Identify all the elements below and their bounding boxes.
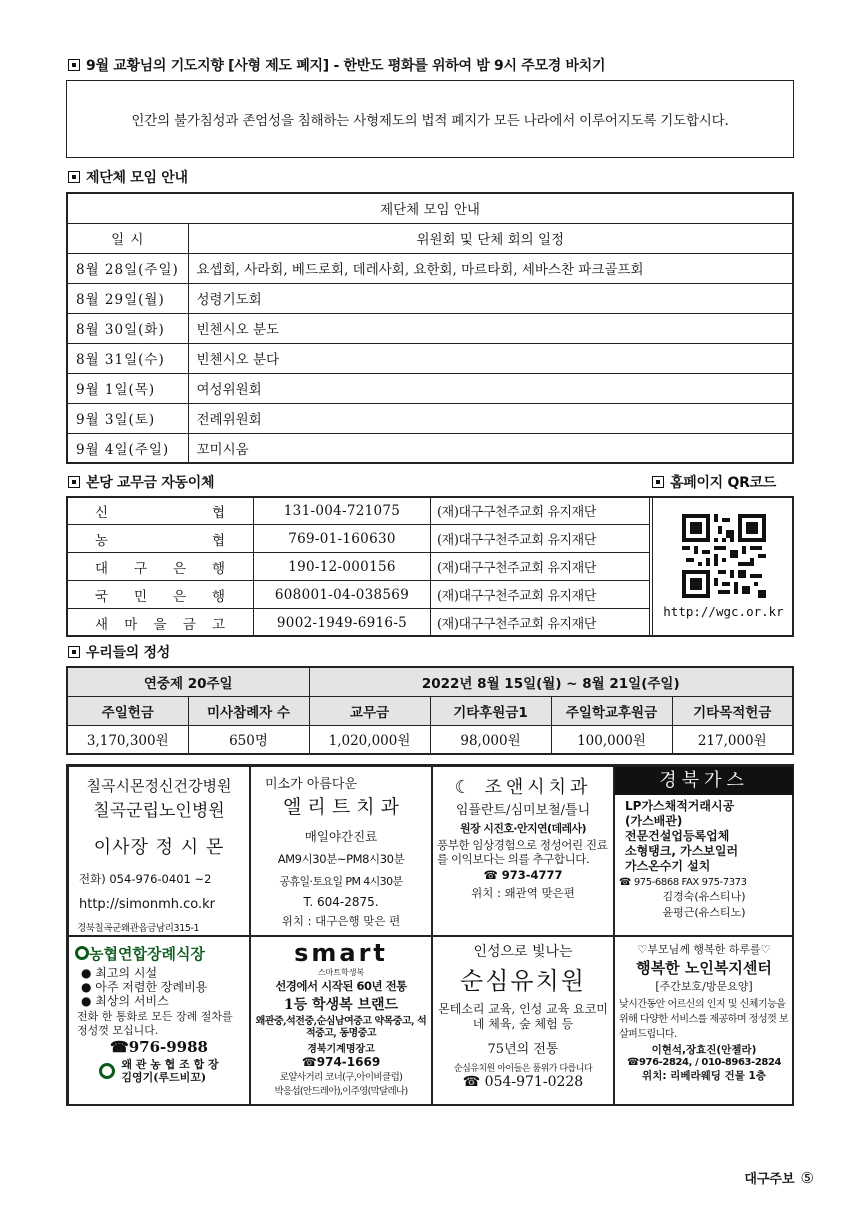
intention-heading: 9월 교황님의 기도지향 [사형 제도 폐지] - 한반도 평화를 위하여 밤 9시 주모경 바치기	[68, 55, 605, 75]
ad-phone: ☎976-9988	[110, 1038, 208, 1056]
ad-hours: 공휴일·토요일 PM 4시30분	[279, 875, 403, 888]
ad-phone: ☎ 973-4777	[483, 868, 563, 882]
ad-sunsim-kindergarten	[432, 936, 614, 1106]
meeting-date: 9월 1일(목)	[67, 373, 188, 403]
meetings-caption: 제단체 모임 안내	[67, 193, 793, 223]
square-bullet-icon	[68, 59, 80, 71]
bank-name: 국 민 은 행	[67, 581, 254, 609]
ad-line: 1등 학생복 브랜드	[283, 997, 399, 1013]
ad-phone: ☎ 975-6868 FAX 975-7373	[619, 877, 747, 888]
ad-joan-dental	[432, 766, 614, 936]
ad-description: 전화 한 통화로 모든 장례 절차를 정성껏 모십니다.	[77, 1010, 233, 1037]
table-row	[67, 313, 793, 343]
ad-description: 풍부한 임상경험으로 정성어린 진료를 이익보다는 의를 추구합니다.	[437, 838, 608, 866]
ad-title: 순심유치원	[460, 967, 586, 995]
ad-url[interactable]: http://simonmh.co.kr	[79, 897, 215, 912]
meeting-text: 빈첸시오 분도	[188, 313, 793, 343]
ad-title: 칠곡군립노인병원	[93, 801, 225, 821]
table-row	[67, 581, 650, 609]
offering-header-row	[67, 696, 793, 725]
ad-title: 행복한 노인복지센터	[636, 959, 772, 977]
column-header: 기타목적헌금	[672, 696, 793, 725]
nh-logo-icon	[75, 946, 89, 960]
bank-heading: 본당 교무금 자동이체	[68, 472, 214, 492]
offering-value: 98,000원	[430, 725, 551, 754]
ads-grid	[66, 764, 794, 1106]
table-row	[67, 433, 793, 463]
offering-period: 2022년 8월 15일(월) ~ 8월 21일(주일)	[309, 667, 793, 696]
ad-line: ● 아주 저렴한 장례비용	[81, 980, 208, 994]
bank-account: 9002-1949-6916-5	[254, 609, 431, 637]
offering-value: 3,170,300원	[67, 725, 188, 754]
bank-name: 신 협	[67, 497, 254, 525]
square-bullet-icon	[652, 476, 664, 488]
meetings-col-schedule: 위원회 및 단체 회의 일정	[188, 223, 793, 253]
bank-account: 190-12-000156	[254, 553, 431, 581]
square-bullet-icon	[68, 646, 80, 658]
ad-phone: 전화) 054-976-0401 ~2	[79, 872, 212, 886]
nh-logo-icon	[99, 1063, 115, 1079]
meeting-date: 8월 28일(주일)	[67, 253, 188, 283]
tooth-icon: ☾	[454, 777, 475, 798]
bank-owner: (재)대구구천주교회 유지재단	[431, 525, 650, 553]
page-number: ⑤	[800, 1168, 814, 1187]
bank-name: 농 협	[67, 525, 254, 553]
meetings-heading: 제단체 모임 안내	[68, 167, 188, 187]
ad-title: 엘 리 트 치 과	[283, 796, 399, 818]
ad-phone: ☎976-2824, / 010-8963-2824	[626, 1057, 782, 1068]
ad-phone: ☎ 054-971-0228	[462, 1074, 584, 1090]
ad-senior-center	[614, 936, 794, 1106]
column-header: 교무금	[309, 696, 430, 725]
bank-owner: (재)대구구천주교회 유지재단	[431, 609, 650, 637]
offering-value: 650명	[188, 725, 309, 754]
ad-description: 낮시간동안 어르신의 인지 및 신체기능을 위해 다양한 서비스를 제공하며 정성껏 보살펴드립니다.	[619, 999, 789, 1040]
bank-owner: (재)대구구천주교회 유지재단	[431, 581, 650, 609]
offering-table	[66, 666, 794, 755]
ad-doctors: 원장 시진호·안지연(데레사)	[460, 822, 586, 835]
table-row	[67, 403, 793, 433]
table-row	[67, 525, 650, 553]
qr-panel	[652, 496, 794, 637]
bank-account: 608001-04-038569	[254, 581, 431, 609]
meeting-date: 8월 29일(월)	[67, 283, 188, 313]
meetings-table	[66, 192, 794, 464]
meeting-text: 전례위원회	[188, 403, 793, 433]
ad-description: 몬테소리 교육, 인성 교육 요코미네 체육, 숲 체험 등	[438, 1002, 608, 1031]
offering-value: 217,000원	[672, 725, 793, 754]
table-row	[67, 553, 650, 581]
ad-line: 칠곡시몬정신건강병원	[86, 777, 232, 795]
ad-address: 경북칠곡군왜관읍금남리315-1	[77, 923, 200, 934]
ad-simon-hospital	[68, 766, 250, 936]
qr-heading: 홈페이지 QR코드	[652, 472, 776, 492]
bank-owner: (재)대구구천주교회 유지재단	[431, 497, 650, 525]
meeting-text: 성령기도회	[188, 283, 793, 313]
ad-contact: 김경숙(유스티나)	[662, 890, 746, 903]
meetings-col-date: 일 시	[67, 223, 188, 253]
ad-location: 위치: 리베라웨딩 건물 1층	[642, 1070, 766, 1082]
ad-location: 위치 : 대구은행 맞은 편	[281, 914, 401, 928]
ad-funeral-hall	[68, 936, 250, 1106]
ad-gyeongbuk-gas	[614, 766, 794, 936]
column-header: 미사참례자 수	[188, 696, 309, 725]
table-row	[67, 497, 650, 525]
ad-line: 전문건설업등록업체	[625, 829, 730, 843]
intention-box	[66, 80, 794, 158]
square-bullet-icon	[68, 171, 80, 183]
table-row	[67, 253, 793, 283]
ad-line: 김영기(루드비꼬)	[121, 1071, 207, 1084]
table-row	[67, 343, 793, 373]
column-header: 주일학교후원금	[551, 696, 672, 725]
ad-title: 농협연합장례식장	[75, 943, 249, 964]
bank-account: 131-004-721075	[254, 497, 431, 525]
ad-contact: 윤평근(유스티노)	[662, 906, 746, 919]
meeting-date: 8월 31일(수)	[67, 343, 188, 373]
table-row	[67, 283, 793, 313]
ad-line: 순심유치원 아이들은 품위가 다릅니다	[453, 1064, 593, 1074]
ad-title: ☾ 조앤시치과	[454, 777, 592, 798]
bank-table	[66, 496, 650, 637]
ad-location: 로얄사거리 코너(구,아이비클럽)	[279, 1072, 403, 1083]
offering-value-row	[67, 725, 793, 754]
ad-hours: AM9시30분~PM8시30분	[277, 852, 405, 866]
ad-line: 스마트학생복	[317, 968, 365, 977]
ad-line: 75년의 전통	[487, 1042, 559, 1057]
intention-text: 인간의 불가침성과 존엄성을 침해하는 사형제도의 법적 폐지가 모든 나라에서 이루어지도록 기도합시다.	[131, 113, 729, 129]
bank-name: 대 구 은 행	[67, 553, 254, 581]
page-footer	[744, 1168, 814, 1187]
ad-line: 미소가 아름다운	[265, 777, 358, 792]
bank-account: 769-01-160630	[254, 525, 431, 553]
ad-line: 매일야간진료	[304, 829, 378, 844]
table-row	[67, 373, 793, 403]
offering-value: 100,000원	[551, 725, 672, 754]
square-bullet-icon	[68, 476, 80, 488]
meeting-text: 빈첸시오 분다	[188, 343, 793, 373]
ad-line: 가스온수기 설치	[625, 859, 711, 873]
ad-location: 위치 : 왜관역 맞은편	[471, 886, 575, 900]
ad-line: (가스배관)	[625, 814, 683, 828]
ad-line: [주간보호/방문요양]	[655, 980, 753, 993]
ad-logo: smart	[294, 939, 388, 967]
qr-url[interactable]: http://wgc.or.kr	[663, 604, 784, 619]
ad-line: 이사장 정 시 몬	[93, 837, 225, 858]
ad-contact: 박응섭(안드레아),이주영(막달레나)	[274, 1086, 408, 1097]
meeting-date: 8월 30일(화)	[67, 313, 188, 343]
ad-line: 임플란트/심미보철/틀니	[455, 803, 591, 818]
ad-title: 경북가스	[615, 767, 793, 795]
offering-value: 1,020,000원	[309, 725, 430, 754]
ad-line: 경북기계명장고	[307, 1044, 375, 1055]
ad-schools: 왜관중,석전중,순심남여중고 약목중고, 석적중고, 동명중고	[255, 1016, 427, 1039]
bank-owner: (재)대구구천주교회 유지재단	[431, 553, 650, 581]
meeting-text: 여성위원회	[188, 373, 793, 403]
bank-name: 새 마 을 금 고	[67, 609, 254, 637]
publication-name: 대구주보	[744, 1172, 795, 1187]
ad-line: 왜 관 농 협 조 합 장	[121, 1058, 219, 1071]
ad-smart-uniform	[250, 936, 432, 1106]
ad-line: ● 최고의 시설	[81, 966, 158, 980]
offering-heading: 우리들의 정성	[68, 642, 170, 662]
ad-line: ● 최상의 서비스	[81, 994, 169, 1008]
meeting-date: 9월 4일(주일)	[67, 433, 188, 463]
ad-phone: ☎974-1669	[301, 1055, 381, 1069]
ad-line: 소형탱크, 가스보일러	[625, 844, 739, 858]
ad-elite-dental	[250, 766, 432, 936]
ad-contact: 이현석,장효진(안젤라)	[651, 1044, 757, 1056]
meeting-date: 9월 3일(토)	[67, 403, 188, 433]
ad-line: 선경에서 시작된 60년 전통	[275, 979, 407, 993]
column-header: 주일헌금	[67, 696, 188, 725]
ad-line: LP가스채적거래시공	[625, 799, 735, 813]
table-row	[67, 609, 650, 637]
meeting-text: 꼬미시움	[188, 433, 793, 463]
ad-line: ♡부모님께 행복한 하루를♡	[637, 943, 771, 956]
meeting-text: 요셉회, 사라회, 베드로회, 데레사회, 요한회, 마르타회, 세바스찬 파크골프회	[188, 253, 793, 283]
ad-phone: T. 604-2875.	[303, 895, 379, 909]
offering-week: 연중제 20주일	[67, 667, 309, 696]
ad-line: 인성으로 빛나는	[473, 944, 573, 960]
qr-code-icon[interactable]	[682, 514, 766, 598]
column-header: 기타후원금1	[430, 696, 551, 725]
